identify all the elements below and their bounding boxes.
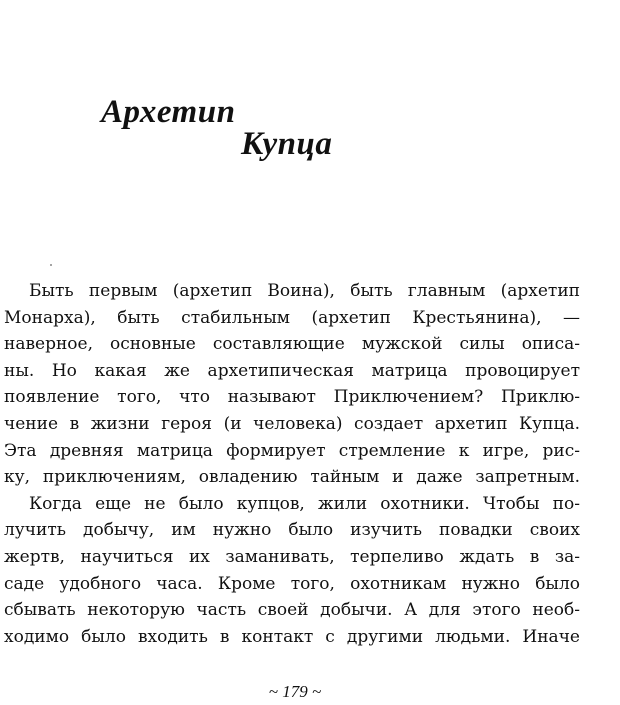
text-line: чение в жизни героя (и человека) создает архетип Купца.	[4, 413, 580, 434]
print-speck	[50, 264, 52, 266]
chapter-title-line-1: Архетип	[101, 94, 236, 130]
body-text	[4, 278, 580, 650]
text-line: появление того, что называют Приключением? Приклю-	[4, 387, 580, 408]
text-line: жертв, научиться их заманивать, терпеливо ждать в за-	[4, 546, 580, 567]
chapter-title-line-2: Купца	[241, 126, 333, 162]
text-line: Быть первым (архетип Воина), быть главным (архетип	[29, 281, 580, 301]
text-line: ны. Но какая же архетипическая матрица провоцирует	[4, 360, 580, 381]
text-line: Эта древняя матрица формирует стремление к игре, рис-	[4, 440, 580, 461]
text-line: саде удобного часа. Кроме того, охотникам нужно было	[4, 573, 580, 594]
text-line: ку, приключениям, овладению тайным и даже запретным.	[4, 467, 580, 488]
text-line: лучить добычу, им нужно было изучить повадки своих	[4, 520, 580, 541]
text-line: ходимо было входить в контакт с другими людьми. Иначе	[4, 626, 580, 647]
page-number: ~ 179 ~	[268, 682, 322, 701]
text-line: Монарха), быть стабильным (архетип Крестьянина), —	[4, 307, 580, 328]
text-line: наверное, основные составляющие мужской силы описа-	[4, 334, 580, 355]
text-line: Когда еще не было купцов, жили охотники. Чтобы по-	[29, 493, 580, 514]
text-line: сбывать некоторую часть своей добычи. А для этого необ-	[4, 600, 580, 621]
